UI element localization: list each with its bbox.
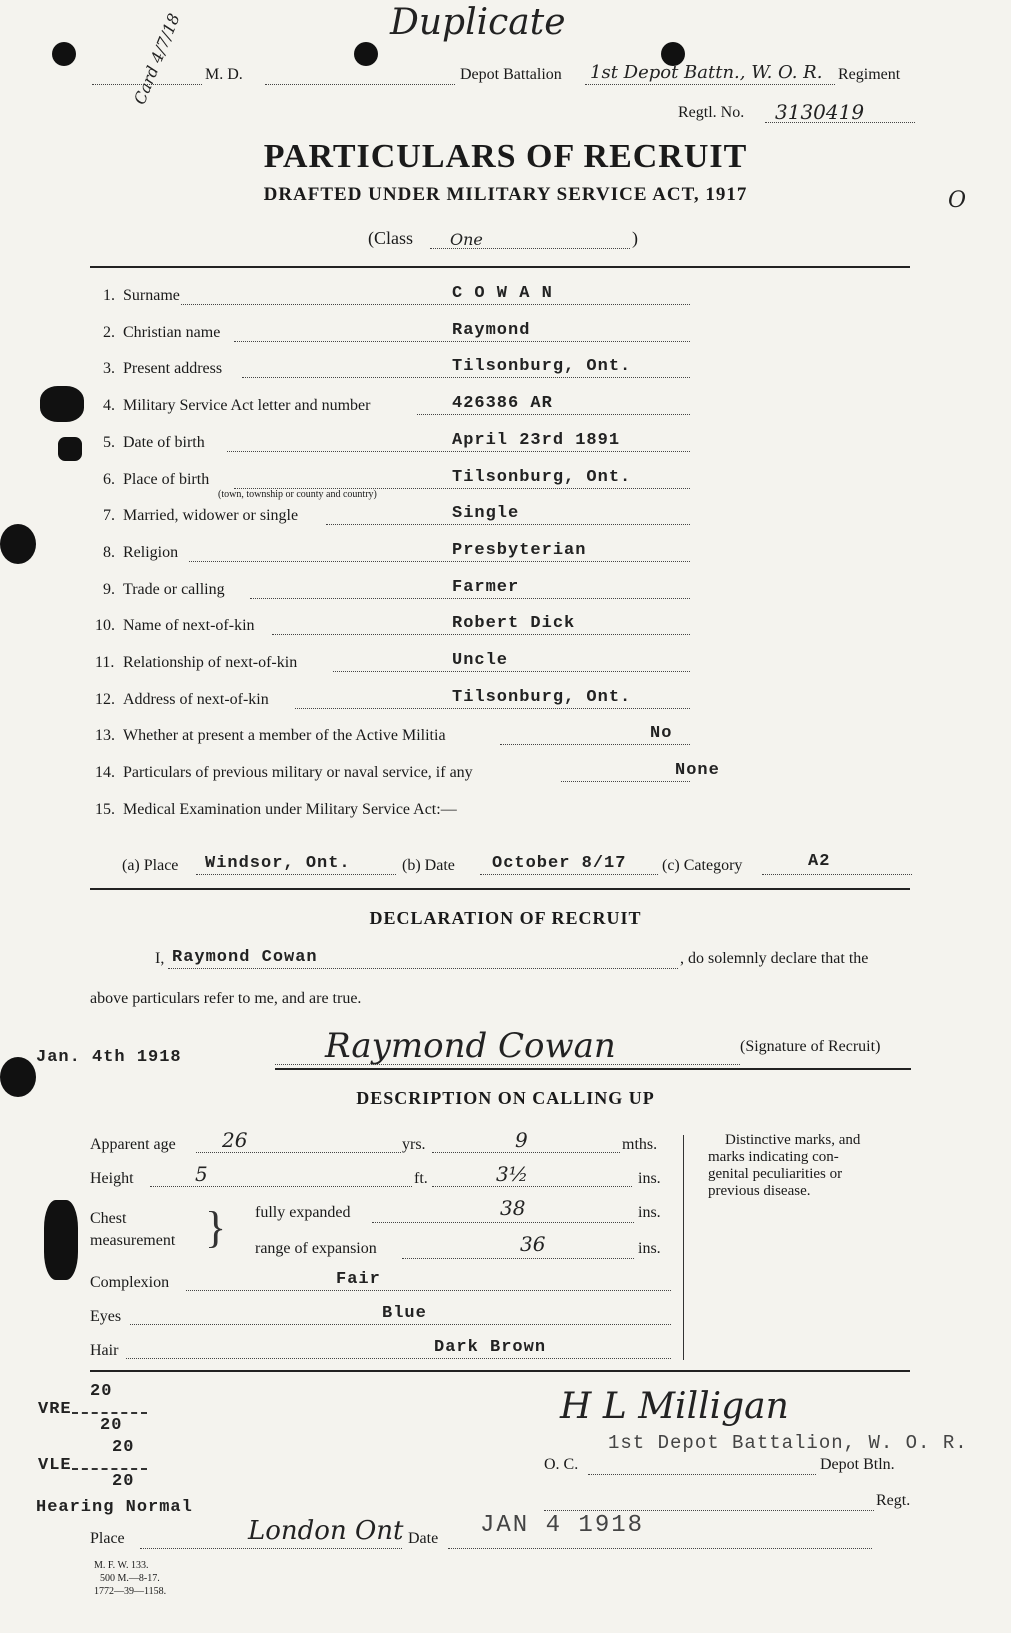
particular-line [561, 781, 690, 782]
marks-text-3: genital peculiarities or [708, 1166, 843, 1182]
form-code-1: M. F. W. 133. [94, 1560, 149, 1571]
signature-line [275, 1064, 740, 1065]
range-expansion-line [402, 1258, 634, 1259]
ink-blot [58, 437, 82, 461]
range-expansion-value: 36 [520, 1232, 546, 1256]
regtl-no-value: 3130419 [775, 100, 865, 124]
regt-line [544, 1510, 874, 1511]
particular-line [250, 598, 690, 599]
particular-line [189, 561, 690, 562]
particular-number: 5. [103, 433, 115, 451]
particular-number: 10. [95, 617, 115, 635]
date-value: JAN 4 1918 [480, 1512, 645, 1539]
page-title: PARTICULARS OF RECRUIT [263, 138, 748, 175]
particular-value: C O W A N [452, 284, 553, 303]
oc-signature: H L Milligan [560, 1386, 789, 1427]
oc-label: O. C. [544, 1456, 579, 1473]
recruit-signature: Raymond Cowan [325, 1026, 616, 1066]
punch-hole [0, 524, 36, 564]
marks-divider [683, 1135, 684, 1360]
ins-label: ins. [638, 1170, 661, 1187]
regt-label: Regt. [876, 1492, 911, 1509]
particular-line [333, 671, 690, 672]
height-in: 3½ [496, 1162, 529, 1186]
depot-value: 1st Depot Battn., W. O. R. [590, 62, 823, 83]
particular-number: 12. [95, 690, 115, 708]
class-close: ) [632, 228, 638, 248]
medical-place-line [196, 874, 396, 875]
date-line [448, 1548, 872, 1549]
ft-label: ft. [414, 1170, 428, 1187]
page-subtitle: DRAFTED UNDER MILITARY SERVICE ACT, 1917 [263, 184, 748, 205]
particular-line [234, 488, 690, 489]
declaration-text-2: above particulars refer to me, and are true. [90, 990, 362, 1007]
marks-text-4: previous disease. [708, 1183, 811, 1199]
declaration-date: Jan. 4th 1918 [36, 1048, 182, 1067]
place-value: London Ont [248, 1516, 404, 1546]
regiment-label: Regiment [838, 66, 901, 83]
particular-label: Relationship of next-of-kin [123, 654, 298, 671]
medical-category-value: A2 [808, 852, 831, 871]
mths-label: mths. [622, 1136, 658, 1153]
particular-value: None [675, 761, 720, 781]
medical-place-value: Windsor, Ont. [205, 854, 351, 873]
place-line [140, 1548, 402, 1549]
particular-line [295, 708, 690, 709]
date-label: Date [408, 1530, 439, 1547]
eyes-line [130, 1324, 671, 1325]
punch-hole [52, 42, 76, 66]
place-label: Place [90, 1530, 125, 1547]
fully-ins-label: ins. [638, 1204, 661, 1221]
medical-category-label: (c) Category [662, 857, 743, 874]
particular-line [500, 744, 690, 745]
md-label: M. D. [205, 66, 243, 83]
eyes-value: Blue [382, 1304, 427, 1323]
regtl-no-label: Regtl. No. [678, 104, 745, 121]
medical-date-label: (b) Date [402, 857, 455, 874]
medical-rule [90, 888, 910, 890]
particular-value: Single [452, 504, 520, 524]
vre-label: VRE [38, 1400, 72, 1419]
particular-number: 1. [103, 287, 115, 304]
chest-brace: } [205, 1203, 227, 1252]
duplicate-note: Duplicate [390, 2, 566, 43]
regtl-line [765, 122, 915, 123]
particular-label: Whether at present a member of the Active Militia [123, 727, 446, 745]
particular-label: Trade or calling [123, 580, 225, 598]
marks-text-2: marks indicating con- [708, 1149, 839, 1165]
oc-line [588, 1474, 816, 1475]
medical-date-value: October 8/17 [492, 854, 627, 873]
age-months-line [432, 1152, 620, 1153]
depot-label: Depot Battalion [460, 66, 562, 83]
declaration-i: I, [155, 950, 165, 967]
declaration-rule [275, 1068, 911, 1070]
particular-value: No [650, 724, 673, 744]
complexion-value: Fair [336, 1270, 381, 1289]
eyes-label: Eyes [90, 1308, 122, 1325]
depot-btln-label: Depot Btln. [820, 1456, 895, 1473]
depot-line [585, 84, 835, 85]
particular-label: Place of birth [123, 470, 210, 488]
signature-label: (Signature of Recruit) [740, 1038, 881, 1055]
particular-number: 13. [95, 727, 115, 745]
particular-line [181, 304, 690, 305]
punch-hole [354, 42, 378, 66]
particular-value: Tilsonburg, Ont. [452, 687, 632, 707]
particular-label: Medical Examination under Military Service Act:— [123, 800, 457, 818]
range-expansion-label: range of expansion [255, 1240, 377, 1257]
description-rule [90, 1370, 910, 1372]
md-line-2 [265, 84, 455, 85]
particular-number: 3. [103, 360, 115, 378]
particular-number: 8. [103, 543, 115, 561]
height-in-line [432, 1186, 632, 1187]
particular-label: Christian name [123, 323, 221, 341]
vle-bottom: 20 [112, 1472, 135, 1491]
particular-number: 4. [103, 397, 115, 415]
margin-note: Card 4/7/18 [130, 10, 184, 108]
complexion-label: Complexion [90, 1274, 170, 1291]
declaration-name: Raymond Cowan [172, 948, 318, 967]
particular-line [272, 634, 690, 635]
particular-label: Military Service Act letter and number [123, 397, 371, 415]
fully-expanded-value: 38 [500, 1196, 526, 1220]
age-label: Apparent age [90, 1136, 176, 1153]
particular-label: Married, widower or single [123, 507, 299, 525]
range-ins-label: ins. [638, 1240, 661, 1257]
class-label: (Class [368, 228, 413, 248]
complexion-line [186, 1290, 671, 1291]
medical-category-line [762, 874, 912, 875]
height-ft-line [150, 1186, 412, 1187]
particular-label: Name of next-of-kin [123, 617, 255, 635]
vle-line [72, 1468, 147, 1470]
age-years-line [196, 1152, 401, 1153]
chest-measurement-label: measurement [90, 1232, 176, 1249]
vre-line [72, 1412, 147, 1414]
vre-top: 20 [90, 1382, 113, 1401]
particular-value: 426386 AR [452, 394, 553, 414]
chest-label: Chest [90, 1210, 127, 1227]
medical-date-line [480, 874, 658, 875]
particular-value: Robert Dick [452, 614, 576, 634]
class-value: One [450, 230, 483, 249]
particular-label: Address of next-of-kin [123, 690, 269, 708]
particular-value: Tilsonburg, Ont. [452, 467, 632, 487]
yrs-label: yrs. [402, 1136, 426, 1153]
particular-number: 7. [103, 507, 115, 525]
fully-expanded-line [372, 1222, 634, 1223]
particular-label: Surname [123, 287, 180, 304]
particular-number: 14. [95, 764, 115, 782]
age-months: 9 [515, 1128, 528, 1152]
class-line [430, 248, 630, 249]
medical-place-label: (a) Place [122, 857, 179, 874]
particular-sublabel: (town, township or county and country) [218, 488, 377, 500]
particular-line [326, 524, 690, 525]
particular-number: 2. [103, 323, 115, 341]
particular-number: 15. [95, 800, 115, 818]
particular-line [227, 451, 690, 452]
particular-value: Farmer [452, 577, 520, 597]
particular-value: Tilsonburg, Ont. [452, 357, 632, 377]
particular-label: Present address [123, 360, 223, 378]
age-years: 26 [222, 1128, 248, 1152]
side-mark: O [948, 188, 967, 213]
description-heading: DESCRIPTION ON CALLING UP [356, 1088, 655, 1108]
height-ft: 5 [195, 1162, 208, 1186]
declaration-text-1: , do solemnly declare that the [680, 950, 869, 967]
particular-line [234, 341, 690, 342]
ink-blot [40, 386, 84, 422]
particular-label: Date of birth [123, 433, 205, 451]
header-rule [90, 266, 910, 268]
particular-label: Religion [123, 543, 179, 561]
vle-label: VLE [38, 1456, 72, 1475]
oc-stamp: 1st Depot Battalion, W. O. R. [608, 1432, 968, 1454]
form-code-2: 500 M.—8-17. [100, 1573, 160, 1584]
particular-value: April 23rd 1891 [452, 430, 621, 450]
form-code-3: 1772—39—1158. [94, 1586, 167, 1597]
particular-label: Particulars of previous military or naval service, if any [123, 764, 473, 782]
declaration-name-line [168, 968, 678, 969]
declaration-heading: DECLARATION OF RECRUIT [369, 908, 642, 928]
particular-number: 11. [95, 654, 115, 671]
particular-number: 6. [103, 470, 115, 488]
particular-value: Raymond [452, 320, 531, 340]
particular-line [417, 414, 690, 415]
ink-blot [44, 1200, 78, 1280]
particular-number: 9. [103, 580, 115, 598]
particular-value: Presbyterian [452, 540, 587, 560]
marks-text-1: Distinctive marks, and [725, 1132, 861, 1148]
vre-bottom: 20 [100, 1416, 123, 1435]
fully-expanded-label: fully expanded [255, 1204, 351, 1221]
height-label: Height [90, 1170, 134, 1187]
particular-line [242, 377, 690, 378]
hair-label: Hair [90, 1342, 119, 1359]
hair-value: Dark Brown [434, 1338, 547, 1357]
particular-value: Uncle [452, 651, 509, 670]
vle-top: 20 [112, 1438, 135, 1457]
hair-line [126, 1358, 671, 1359]
md-line [92, 84, 202, 85]
hearing-note: Hearing Normal [36, 1498, 193, 1517]
